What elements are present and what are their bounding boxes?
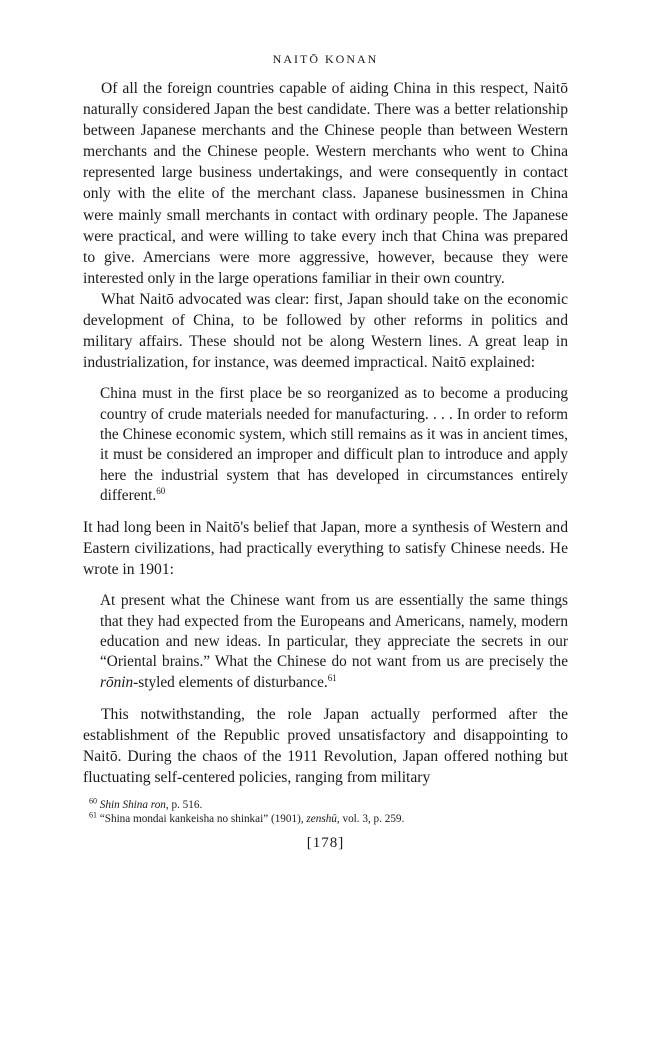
running-head: NAITŌ KONAN [272, 52, 379, 66]
footnote-60-mark: 60 [89, 796, 97, 806]
footnote-60-rest: , p. 516. [165, 799, 203, 812]
footnote-61-rest: , vol. 3, p. 259. [336, 813, 405, 826]
block-quote-1 [100, 384, 568, 506]
block-quote-2-body: At present what the Chinese want from us are essentially the same things that they had expected from the Europeans and Americans, namely, modern education and new ideas. In particular, they appreciate the secrets in our “Oriental brains.” What the Chinese do not want from us are precisely the [100, 592, 568, 671]
paragraph-2: What Naitō advocated was clear: first, Japan should take on the economic development of China, to be followed by other reforms in politics and military affairs. These should not be along Western lines. A great leap in industrialization, for instance, was deemed impractical. Naitō explained: [83, 290, 568, 372]
block-quote-1-text [100, 384, 568, 506]
footnote-61 [89, 812, 568, 826]
block-quote-2-text [100, 591, 568, 692]
block-quote-2-tail: -styled elements of disturbance. [133, 673, 328, 691]
footnote-60-title: Shin Shina ron [99, 799, 166, 812]
footnotes [83, 798, 568, 826]
paragraph-1: Of all the foreign countries capable of aiding China in this respect, Naitō naturally considered Japan the best candidate. There was a better relationship between Japanese merchants and the Chinese people than between Western merchants and the Chinese people. Western merchants who went to China represented large business undertakings, and were consequently in contact only with the elite of the merchant class. Japanese businessmen in China were mainly small merchants in contact with ordinary people. The Japanese were practical, and were willing to take every inch that China was prepared to give. Amercians were more aggressive, however, because they were interested only in the large operations familiar in their own country. [83, 80, 568, 287]
paragraph-3: It had long been in Naitō's belief that Japan, more a synthesis of Western and Eastern civilizations, had practically everything to satisfy Chinese needs. He wrote in 1901: [83, 519, 568, 579]
footnote-60 [89, 798, 568, 812]
book-page [83, 52, 568, 852]
paragraph-4: This notwithstanding, the role Japan actually performed after the establishment of the Republic proved unsatisfactory and disappointing to Naitō. During the chaos of the 1911 Revolution, Japan offered nothing but fluctuating self-centered policies, ranging from military [83, 705, 568, 787]
block-quote-1-body: China must in the first place be so reorganized as to become a producing country of crude materials needed for manufacturing. . . . In order to reform the Chinese economic system, which still remains as it was in ancient times, it must be considered an improper and difficult plan to introduce and apply here the industrial system that has developed in circumstances entirely different. [100, 385, 568, 504]
block-quote-2 [100, 591, 568, 692]
page-number: [178] [306, 835, 345, 852]
footnote-61-text: “Shina mondai kankeisha no shinkai” (1901), [99, 813, 307, 826]
footnote-61-italic: zenshū [306, 813, 337, 826]
footnote-ref-61: 61 [327, 672, 337, 683]
footnote-61-mark: 61 [89, 810, 97, 820]
block-quote-2-italic: rōnin [100, 673, 134, 691]
footnote-ref-60: 60 [156, 485, 166, 496]
